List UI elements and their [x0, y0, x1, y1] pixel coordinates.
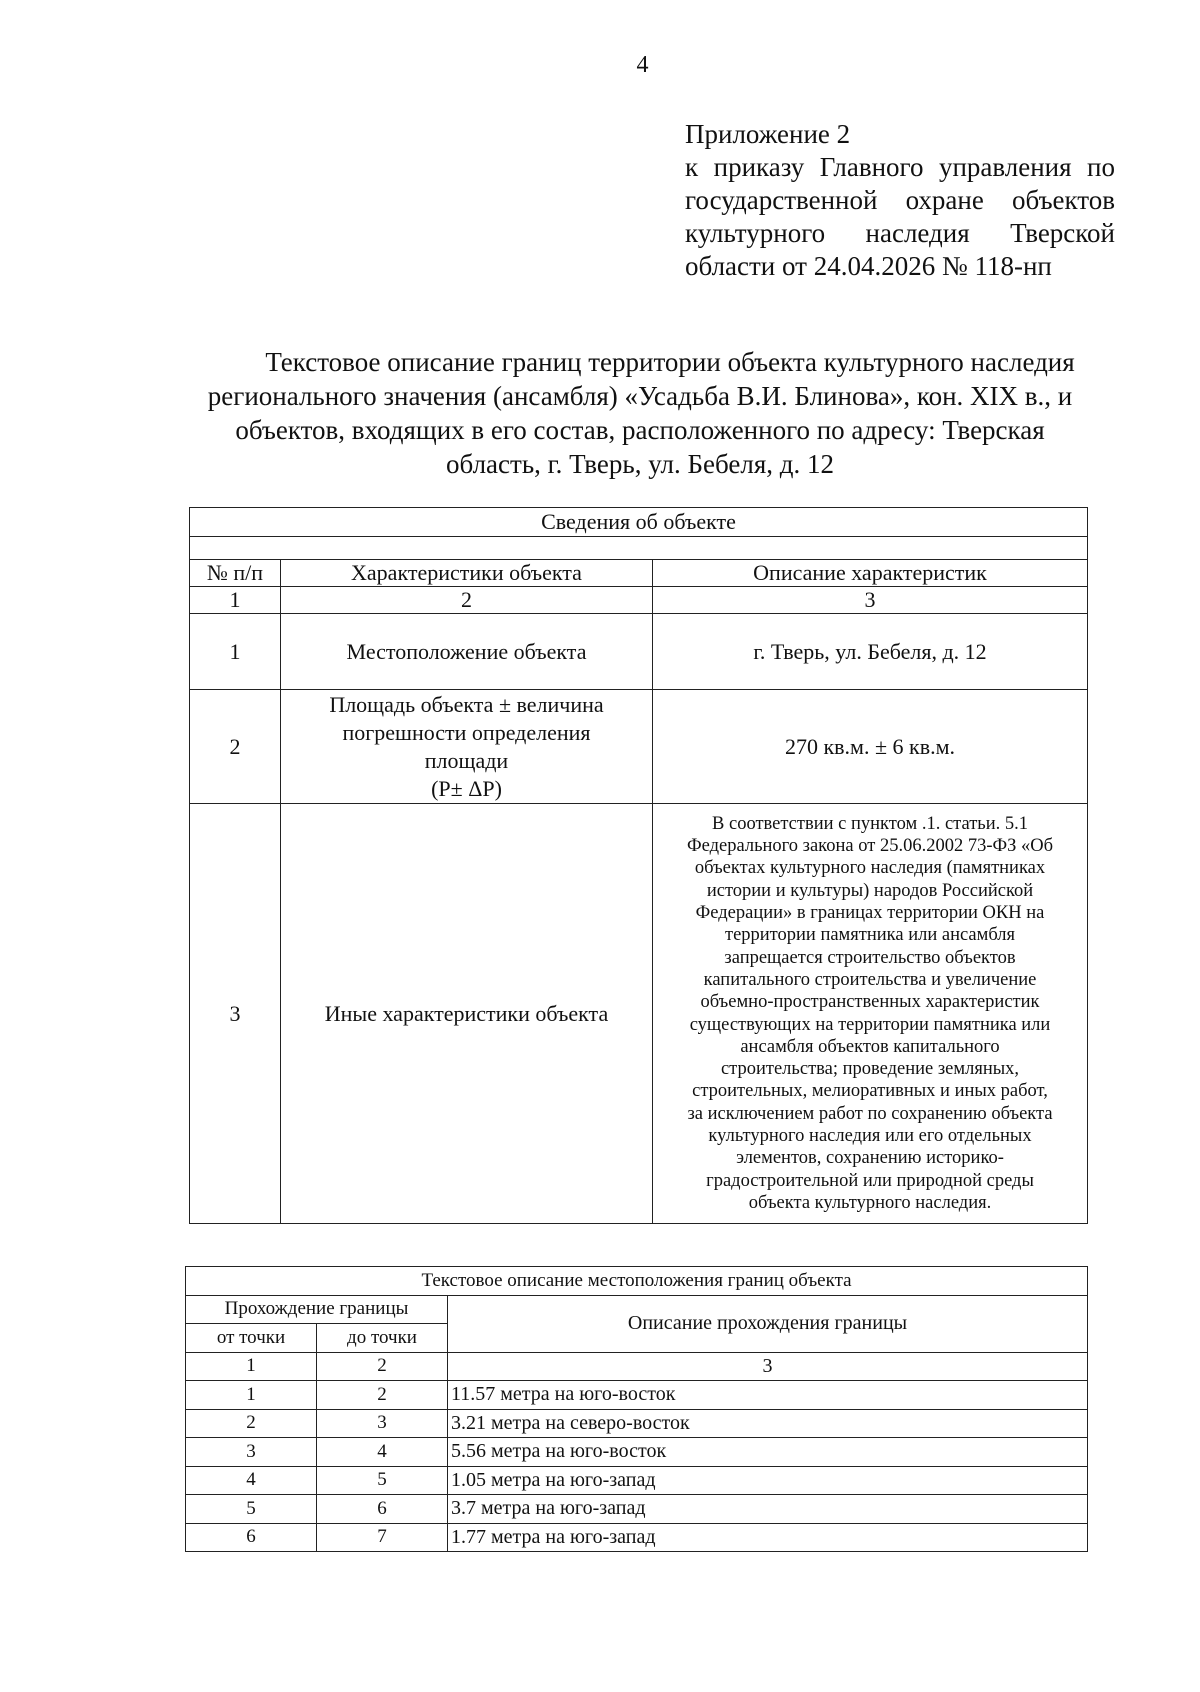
- column-header: Характеристики объекта: [281, 560, 653, 587]
- table-row: [186, 1466, 1088, 1495]
- row-number: 3: [190, 804, 281, 1224]
- from-point: 3: [186, 1438, 317, 1467]
- desc-header: Описание прохождения границы: [448, 1295, 1088, 1352]
- boundary-desc: 3.21 метра на северо-восток: [448, 1409, 1088, 1438]
- row-name: Иные характеристики объекта: [281, 804, 653, 1224]
- from-point: 2: [186, 1409, 317, 1438]
- object-table-spacer: [190, 537, 1088, 560]
- document-title: [160, 345, 1120, 481]
- title-line: объектов, входящих в его состав, расположенного по адресу: Тверская: [235, 415, 1045, 445]
- boundary-desc: 1.05 метра на юго-запад: [448, 1466, 1088, 1495]
- table-row: [190, 804, 1088, 1224]
- row-number: 2: [190, 690, 281, 804]
- row-name: Площадь объекта ± величина погрешности определения площади (P± ΔP): [281, 690, 653, 804]
- appendix-line: к приказу Главного управления по: [685, 152, 1115, 182]
- appendix-line: государственной охране объектов: [685, 185, 1115, 215]
- column-number: 3: [653, 587, 1088, 614]
- from-point: 4: [186, 1466, 317, 1495]
- boundary-desc: 5.56 метра на юго-восток: [448, 1438, 1088, 1467]
- row-value: 270 кв.м. ± 6 кв.м.: [653, 690, 1088, 804]
- column-number: 2: [281, 587, 653, 614]
- boundary-table: [185, 1266, 1088, 1552]
- table-row: [190, 614, 1088, 690]
- boundary-table-title: Текстовое описание местоположения границ объекта: [186, 1267, 1088, 1296]
- boundary-desc: 3.7 метра на юго-запад: [448, 1495, 1088, 1524]
- title-line: регионального значения (ансамбля) «Усадьба В.И. Блинова», кон. XIX в., и: [207, 381, 1073, 411]
- boundary-desc: 1.77 метра на юго-запад: [448, 1523, 1088, 1552]
- appendix-line: культурного наследия Тверской: [685, 218, 1115, 248]
- appendix-block: [685, 118, 1115, 283]
- title-line: Текстовое описание границ территории объекта культурного наследия: [265, 347, 1075, 377]
- column-header: № п/п: [190, 560, 281, 587]
- object-table-title: Сведения об объекте: [190, 508, 1088, 537]
- from-point: 6: [186, 1523, 317, 1552]
- column-number: 1: [190, 587, 281, 614]
- from-point: 5: [186, 1495, 317, 1524]
- column-header: Описание характеристик: [653, 560, 1088, 587]
- appendix-line: области от 24.04.2026 № 118-нп: [685, 251, 1052, 281]
- row-value: В соответствии с пунктом .1. статьи. 5.1 Федерального закона от 25.06.2002 73-ФЗ «Об объектах культурного наследия (памятниках истории и культуры) народов Российской Федерации» в границах территории ОКН на территории памятника или ансамбля запрещается строительство объектов капитального строительства и увеличение объемно-пространственных характеристик существующих на территории памятника или ансамбля объектов капитального строительства; проведение земляных, строительных, мелиоративных и иных работ, за исключением работ по сохранению объекта культурного наследия или его отдельных элементов, сохранению историко- градостроительной или природной среды объекта культурного наследия.: [653, 804, 1088, 1224]
- table-row: [186, 1381, 1088, 1410]
- to-point: 2: [317, 1381, 448, 1410]
- to-point: 4: [317, 1438, 448, 1467]
- page-number: 4: [636, 52, 649, 78]
- table-row: [186, 1523, 1088, 1552]
- appendix-line: Приложение 2: [685, 119, 851, 149]
- column-number: 3: [448, 1352, 1088, 1381]
- table-row: [186, 1409, 1088, 1438]
- title-line: область, г. Тверь, ул. Бебеля, д. 12: [446, 449, 834, 479]
- table-row: [186, 1438, 1088, 1467]
- row-number: 1: [190, 614, 281, 690]
- row-name: Местоположение объекта: [281, 614, 653, 690]
- to-point: 3: [317, 1409, 448, 1438]
- object-info-table: [189, 507, 1088, 1224]
- column-number: 1: [186, 1352, 317, 1381]
- to-point: 7: [317, 1523, 448, 1552]
- from-header: от точки: [186, 1324, 317, 1353]
- row-value: г. Тверь, ул. Бебеля, д. 12: [653, 614, 1088, 690]
- to-point: 5: [317, 1466, 448, 1495]
- table-row: [190, 690, 1088, 804]
- group-header: Прохождение границы: [186, 1295, 448, 1324]
- table-row: [186, 1495, 1088, 1524]
- from-point: 1: [186, 1381, 317, 1410]
- column-number: 2: [317, 1352, 448, 1381]
- boundary-desc: 11.57 метра на юго-восток: [448, 1381, 1088, 1410]
- to-header: до точки: [317, 1324, 448, 1353]
- to-point: 6: [317, 1495, 448, 1524]
